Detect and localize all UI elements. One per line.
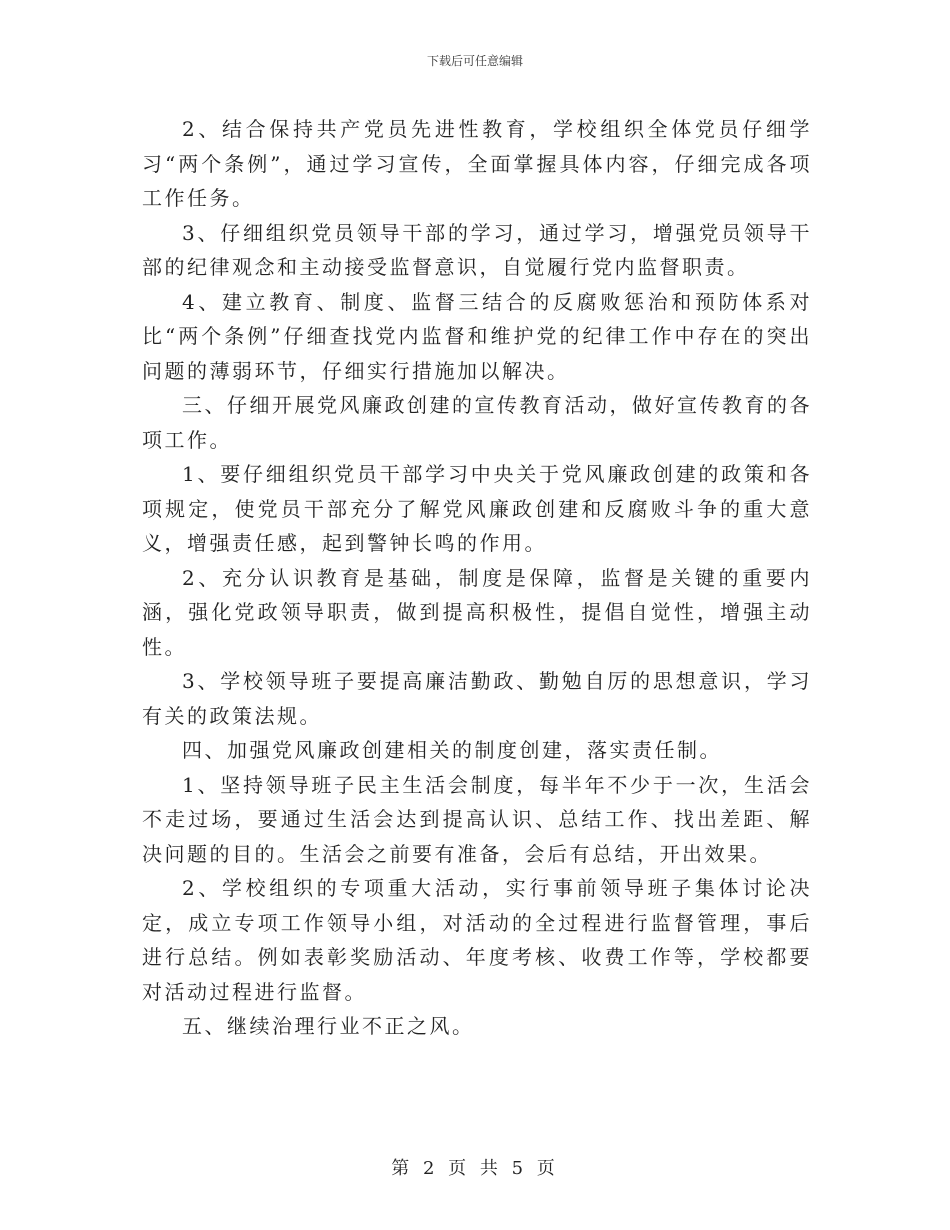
paragraph: 3、学校领导班子要提高廉洁勤政、勤勉自厉的思想意识，学习有关的政策法规。: [142, 669, 812, 728]
paragraph: 2、充分认识教育是基础，制度是保障，监督是关键的重要内涵，强化党政领导职责，做到提高积极性，提倡自觉性，增强主动性。: [142, 565, 812, 659]
document-body: [142, 112, 812, 1044]
paragraph: 4、建立教育、制度、监督三结合的反腐败惩治和预防体系对比“两个条例”仔细查找党内监督和维护党的纪律工作中存在的突出问题的薄弱环节，仔细实行措施加以解决。: [142, 289, 812, 383]
section-heading: 三、仔细开展党风廉政创建的宣传教育活动，做好宣传教育的各项工作。: [142, 393, 812, 452]
paragraph: 2、学校组织的专项重大活动，实行事前领导班子集体讨论决定，成立专项工作领导小组，对活动的全过程进行监督管理，事后进行总结。例如表彰奖励活动、年度考核、收费工作等，学校都要对活动过程进行监督。: [142, 876, 812, 1004]
section-heading: 四、加强党风廉政创建相关的制度创建，落实责任制。: [182, 738, 722, 762]
page-number-footer: 第 2 页 共 5 页: [391, 1158, 559, 1179]
paragraph: 1、坚持领导班子民主生活会制度，每半年不少于一次，生活会不走过场，要通过生活会达到提高认识、总结工作、找出差距、解决问题的目的。生活会之前要有准备，会后有总结，开出效果。: [142, 772, 812, 866]
paragraph: 3、仔细组织党员领导干部的学习，通过学习，增强党员领导干部的纪律观念和主动接受监督意识，自觉履行党内监督职责。: [142, 220, 812, 279]
page-header: 下载后可任意编辑: [426, 54, 523, 68]
paragraph: 1、要仔细组织党员干部学习中央关于党风廉政创建的政策和各项规定，使党员干部充分了解党风廉政创建和反腐败斗争的重大意义，增强责任感，起到警钟长鸣的作用。: [142, 462, 812, 555]
paragraph: 2、结合保持共产党员先进性教育，学校组织全体党员仔细学习“两个条例”，通过学习宣传，全面掌握具体内容，仔细完成各项工作任务。: [142, 117, 812, 210]
section-heading: 五、继续治理行业不正之风。: [182, 1014, 475, 1038]
